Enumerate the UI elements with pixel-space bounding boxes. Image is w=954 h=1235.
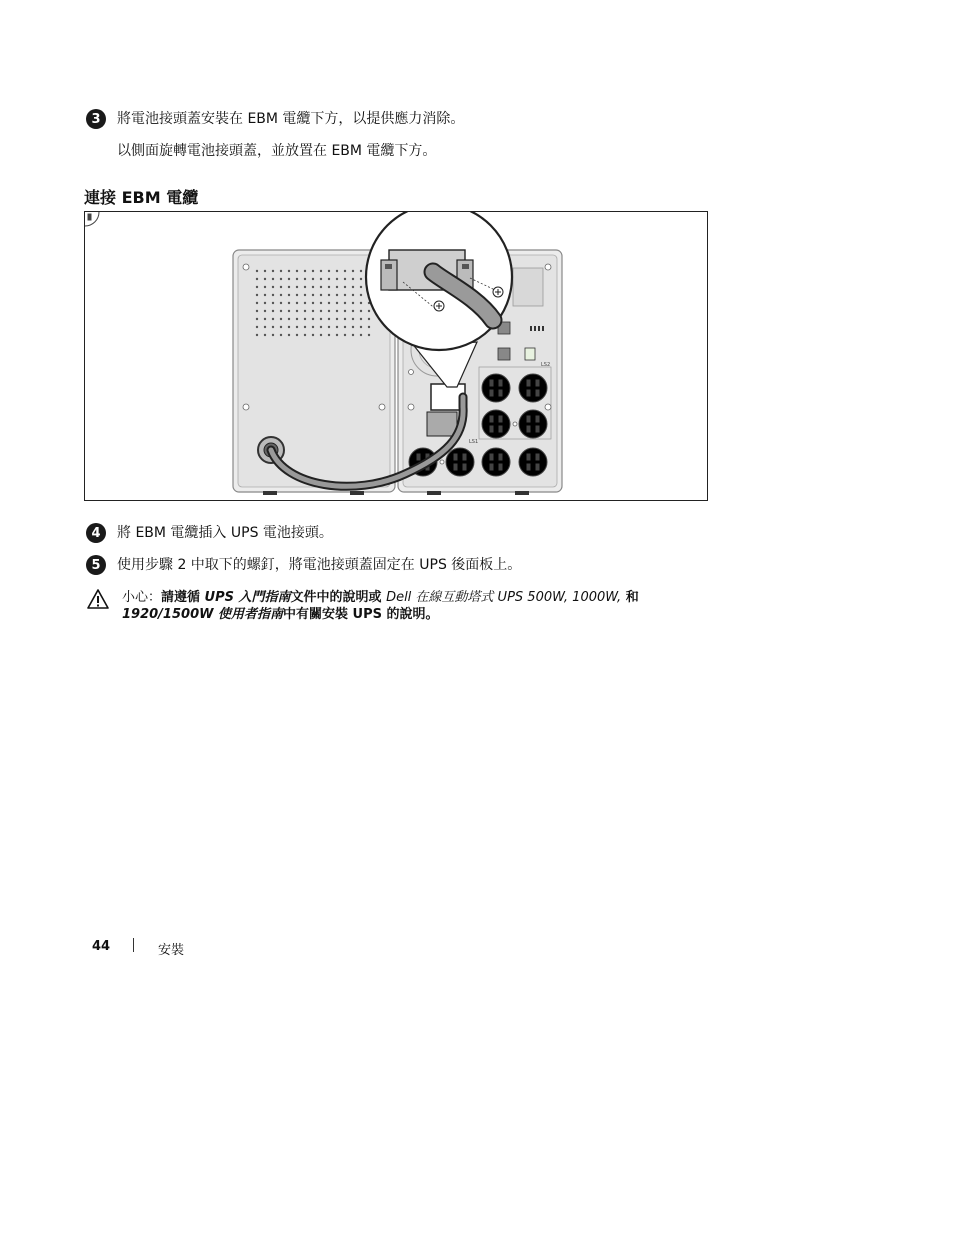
figure-frame [84, 211, 708, 501]
ups-ebm-diagram [85, 212, 707, 500]
caution-text-4: 中有關安裝 UPS 的說明。 [282, 607, 439, 622]
step-4-text: 將 EBM 電纜插入 UPS 電池接頭。 [117, 525, 333, 541]
section-heading: 連接 EBM 電纜 [84, 188, 199, 207]
caution-text-2: 文件中的說明或 [290, 590, 387, 605]
step-3-subtext: 以側面旋轉電池接頭蓋，並放置在 EBM 電纜下方。 [117, 143, 437, 159]
ls1-label: LS1 [469, 439, 479, 445]
caution-note [122, 589, 722, 623]
step-3-badge: 3 [86, 109, 106, 129]
step-5-text: 使用步驟 2 中取下的螺釘，將電池接頭蓋固定在 UPS 後面板上。 [117, 557, 522, 573]
step-5-badge: 5 [86, 555, 106, 575]
usb-port [498, 348, 510, 360]
caution-text-3: 和 [621, 590, 639, 605]
caution-doc-2: Dell 在線互動塔式 UPS 500W, 1000W, [386, 590, 622, 605]
caution-doc-3: 1920/1500W 使用者指南 [122, 607, 283, 622]
footer-separator [133, 938, 134, 952]
footer-section: 安裝 [158, 943, 185, 958]
step-3-text: 將電池接頭蓋安裝在 EBM 電纜下方，以提供應力消除。 [117, 111, 465, 127]
caution-doc-1: UPS 入門指南 [204, 590, 291, 605]
ls2-label: LS2 [541, 362, 551, 368]
caution-icon [86, 588, 110, 610]
ups-battery-connector [427, 412, 457, 436]
outlets [85, 212, 99, 226]
caution-label: 小心： [122, 590, 162, 605]
step-4-badge: 4 [86, 523, 106, 543]
caution-text-1: 請遵循 [161, 590, 205, 605]
vent-grid [256, 270, 370, 336]
page-number: 44 [92, 939, 111, 954]
